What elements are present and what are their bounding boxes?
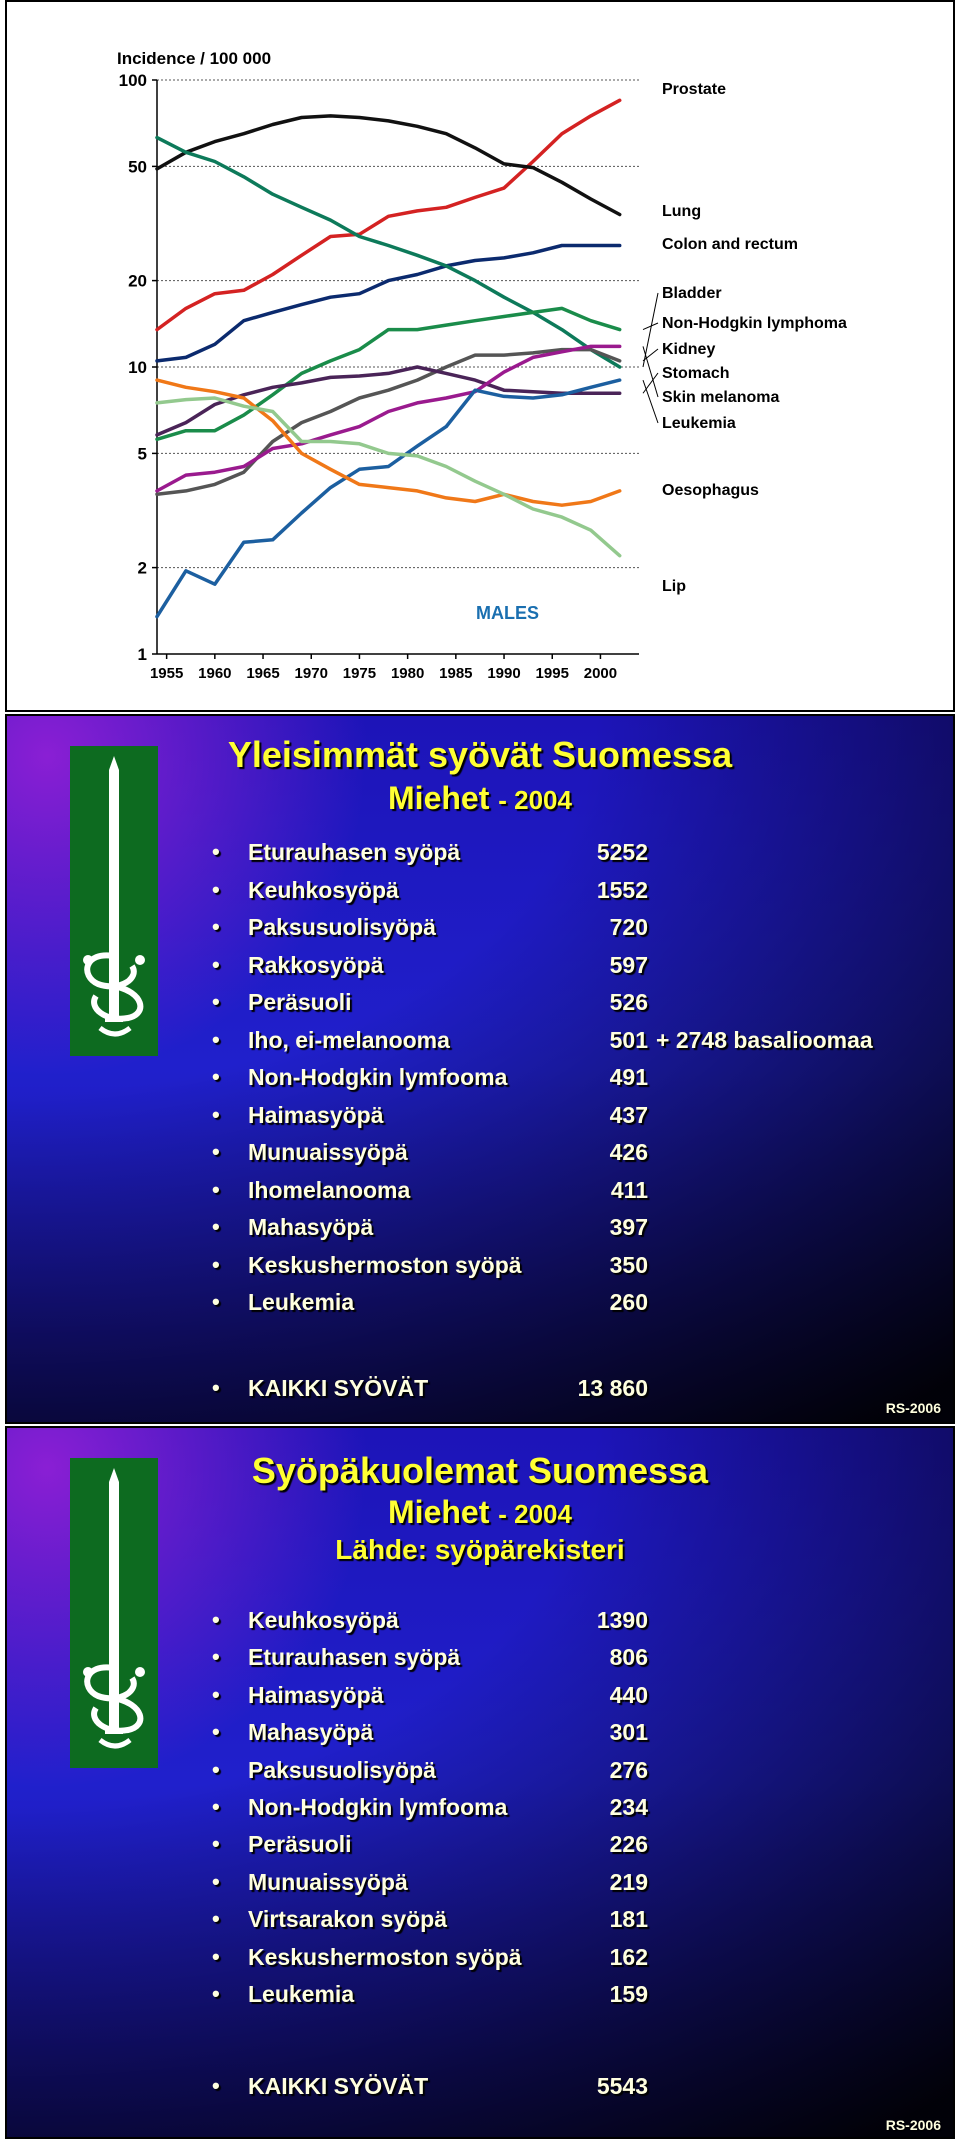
y-axis-label: Incidence / 100 000 xyxy=(117,49,272,68)
x-tick-label: 1960 xyxy=(198,665,232,682)
item-label: Keuhkosyöpä xyxy=(248,876,399,903)
item-label: Munuaissyöpä xyxy=(248,1139,408,1165)
mortality-slide: Syöpäkuolemat Suomessa Miehet - 2004 Lähde: syöpärekisteri • Keuhkosyöpä 1390 • Eturauhasen syöpä 806 • Haimasyöpä 440 • Mahasyöpä 301 • Paksusuolisyöpä 276 • Non-Hodgkin lymfooma 234 • Peräsuoli 226 • Munuaissyöpä 219 • Virtsarakon syöpä 181 • Keskushermoston syöpä 162 • Leukemia 159 • KAIKKI SYÖVÄT 5543 RS-2006 xyxy=(5,1426,955,2139)
item-value: 181 xyxy=(609,1906,648,1933)
item-label: Leukemia xyxy=(248,1289,355,1315)
item-value: 350 xyxy=(609,1251,648,1278)
item-value: 501 xyxy=(609,1026,648,1053)
incidence-list: • Eturauhasen syöpä 5252 • Keuhkosyöpä 1552 • Paksusuolisyöpä 720 • Rakkosyöpä 597 • Peräsuoli 526 • Iho, ei-melanooma 501 + 2748 basalioomaa • Non-Hodgkin lymfooma 491 • Haimasyöpä 437 • Munuaissyöpä 426 • Ihomelanooma 411 • Mahasyöpä 397 • Keskushermoston syöpä 350 • Leukemia 260 xyxy=(7,716,953,1422)
y-tick-label: 2 xyxy=(137,558,147,578)
y-tick-label: 1 xyxy=(137,645,147,664)
item-label: Non-Hodgkin lymfooma xyxy=(248,1794,508,1820)
series-line-prostate xyxy=(157,100,620,329)
subtitle-year: - 2004 xyxy=(498,1499,572,1529)
y-tick-label: 10 xyxy=(128,358,147,377)
item-label: Mahasyöpä xyxy=(248,1214,374,1240)
credit-label: RS-2006 xyxy=(885,1400,941,1416)
item-value: 491 xyxy=(609,1064,648,1090)
y-tick-label: 20 xyxy=(128,271,147,291)
item-value: 806 xyxy=(609,1644,648,1671)
item-value: 1552 xyxy=(596,876,648,903)
incidence-slide: Yleisimmät syövät Suomessa Miehet - 2004 • Eturauhasen syöpä 5252 • Keuhkosyöpä 1552 • Paksusuolisyöpä 720 • Rakkosyöpä 597 • Peräsuoli 526 • Iho, ei-melanooma 501 + 2748 basalioomaa • Non-Hodgkin lymfooma 491 • Haimasyöpä 437 • Munuaissyöpä 426 • Ihomelanooma 411 • Mahasyöpä 397 • Keskushermoston syöpä 350 • Leukemia 260 • KAIKKI SYÖVÄT 13 860 RS-2006 xyxy=(5,714,955,1424)
item-label: Eturauhasen syöpä xyxy=(248,839,461,865)
item-label: Haimasyöpä xyxy=(248,1681,384,1708)
series-line-bladder xyxy=(157,138,620,367)
item-label: Eturauhasen syöpä xyxy=(248,1644,461,1671)
legend-leader xyxy=(643,380,658,423)
series-line-colon-and-rectum xyxy=(157,246,620,361)
legend-label: Lip xyxy=(662,578,686,595)
slide-title: Syöpäkuolemat Suomessa xyxy=(251,1450,709,1491)
item-label: Peräsuoli xyxy=(248,1831,352,1858)
x-tick-label: 1965 xyxy=(246,665,280,682)
legend-label: Lung xyxy=(662,203,702,220)
item-label: Keskushermoston syöpä xyxy=(248,1251,522,1278)
item-label: Munuaissyöpä xyxy=(248,1868,408,1895)
legend-label: Skin melanoma xyxy=(662,389,780,406)
item-value: 526 xyxy=(609,989,648,1015)
item-value: 5252 xyxy=(596,839,648,865)
item-value: 720 xyxy=(609,914,648,940)
item-label: Virtsarakon syöpä xyxy=(248,1906,448,1933)
x-tick-label: 1990 xyxy=(487,665,521,682)
series-line-skin-melanoma xyxy=(157,346,620,491)
x-tick-label: 1995 xyxy=(535,665,569,682)
legend-label: Colon and rectum xyxy=(662,236,799,253)
item-label: Mahasyöpä xyxy=(248,1719,374,1746)
item-value: 276 xyxy=(609,1756,648,1783)
incidence-chart-panel xyxy=(5,0,955,712)
item-value: 162 xyxy=(609,1943,648,1970)
total-value: 13 860 xyxy=(577,1375,648,1401)
y-tick-label: 5 xyxy=(137,444,147,464)
credit-label: RS-2006 xyxy=(885,2117,941,2133)
legend-label: Prostate xyxy=(662,81,727,98)
item-label: Rakkosyöpä xyxy=(248,951,384,978)
legend-label: Stomach xyxy=(662,365,730,382)
y-tick-label: 100 xyxy=(118,71,147,90)
item-value: 260 xyxy=(609,1289,648,1315)
legend-leader xyxy=(643,293,658,367)
item-value: 219 xyxy=(609,1868,648,1895)
item-label: Paksusuolisyöpä xyxy=(248,914,436,940)
slide-title: Yleisimmät syövät Suomessa xyxy=(227,734,733,775)
legend-label: Oesophagus xyxy=(662,482,759,499)
series-line-kidney xyxy=(157,350,620,495)
item-value: 397 xyxy=(609,1214,648,1240)
y-tick-label: 50 xyxy=(128,157,147,177)
legend-label: Kidney xyxy=(662,341,716,358)
item-label: Iho, ei-melanooma xyxy=(248,1026,450,1053)
subtitle-main: Miehet xyxy=(388,780,490,816)
source-line: Lähde: syöpärekisteri xyxy=(335,1534,625,1565)
item-label: Paksusuolisyöpä xyxy=(248,1756,436,1783)
item-value: 440 xyxy=(609,1681,648,1708)
legend-label: Leukemia xyxy=(662,415,736,432)
item-label: Haimasyöpä xyxy=(248,1101,384,1128)
item-value: 1390 xyxy=(596,1607,648,1633)
item-label: Leukemia xyxy=(248,1981,355,2007)
series-line-leukemia xyxy=(157,380,620,616)
item-value: 301 xyxy=(609,1719,648,1746)
total-label: KAIKKI SYÖVÄT xyxy=(248,2073,429,2099)
item-label: Peräsuoli xyxy=(248,989,352,1015)
incidence-line-chart xyxy=(7,2,953,710)
legend-label: Bladder xyxy=(662,285,722,302)
x-tick-label: 2000 xyxy=(583,665,618,682)
item-extra: + 2748 basalioomaa xyxy=(656,1026,873,1053)
item-value: 437 xyxy=(609,1101,648,1128)
series-line-lung xyxy=(157,116,620,215)
legend-label: Non-Hodgkin lymphoma xyxy=(662,315,847,332)
subtitle-year: - 2004 xyxy=(498,785,572,815)
x-tick-label: 1955 xyxy=(149,665,184,682)
total-value: 5543 xyxy=(596,2073,648,2099)
series-line-lip xyxy=(157,398,620,556)
mortality-list: • Keuhkosyöpä 1390 • Eturauhasen syöpä 806 • Haimasyöpä 440 • Mahasyöpä 301 • Paksusuolisyöpä 276 • Non-Hodgkin lymfooma 234 • Peräsuoli 226 • Munuaissyöpä 219 • Virtsarakon syöpä 181 • Keskushermoston syöpä 162 • Leukemia 159 xyxy=(7,1428,953,2137)
x-tick-label: 1970 xyxy=(294,665,328,682)
item-value: 411 xyxy=(610,1176,648,1203)
item-label: Ihomelanooma xyxy=(248,1176,411,1203)
item-label: Non-Hodgkin lymfooma xyxy=(248,1064,508,1090)
males-annotation: MALES xyxy=(476,603,539,623)
item-label: Keskushermoston syöpä xyxy=(248,1943,522,1970)
item-value: 597 xyxy=(609,951,648,978)
item-value: 426 xyxy=(609,1139,648,1165)
subtitle-main: Miehet xyxy=(388,1494,490,1530)
x-tick-label: 1980 xyxy=(390,665,425,682)
item-label: Keuhkosyöpä xyxy=(248,1607,399,1633)
item-value: 234 xyxy=(609,1794,648,1820)
item-value: 159 xyxy=(609,1981,648,2007)
x-tick-label: 1975 xyxy=(342,665,377,682)
x-tick-label: 1985 xyxy=(439,665,473,682)
total-label: KAIKKI SYÖVÄT xyxy=(248,1375,429,1401)
item-value: 226 xyxy=(609,1831,648,1858)
